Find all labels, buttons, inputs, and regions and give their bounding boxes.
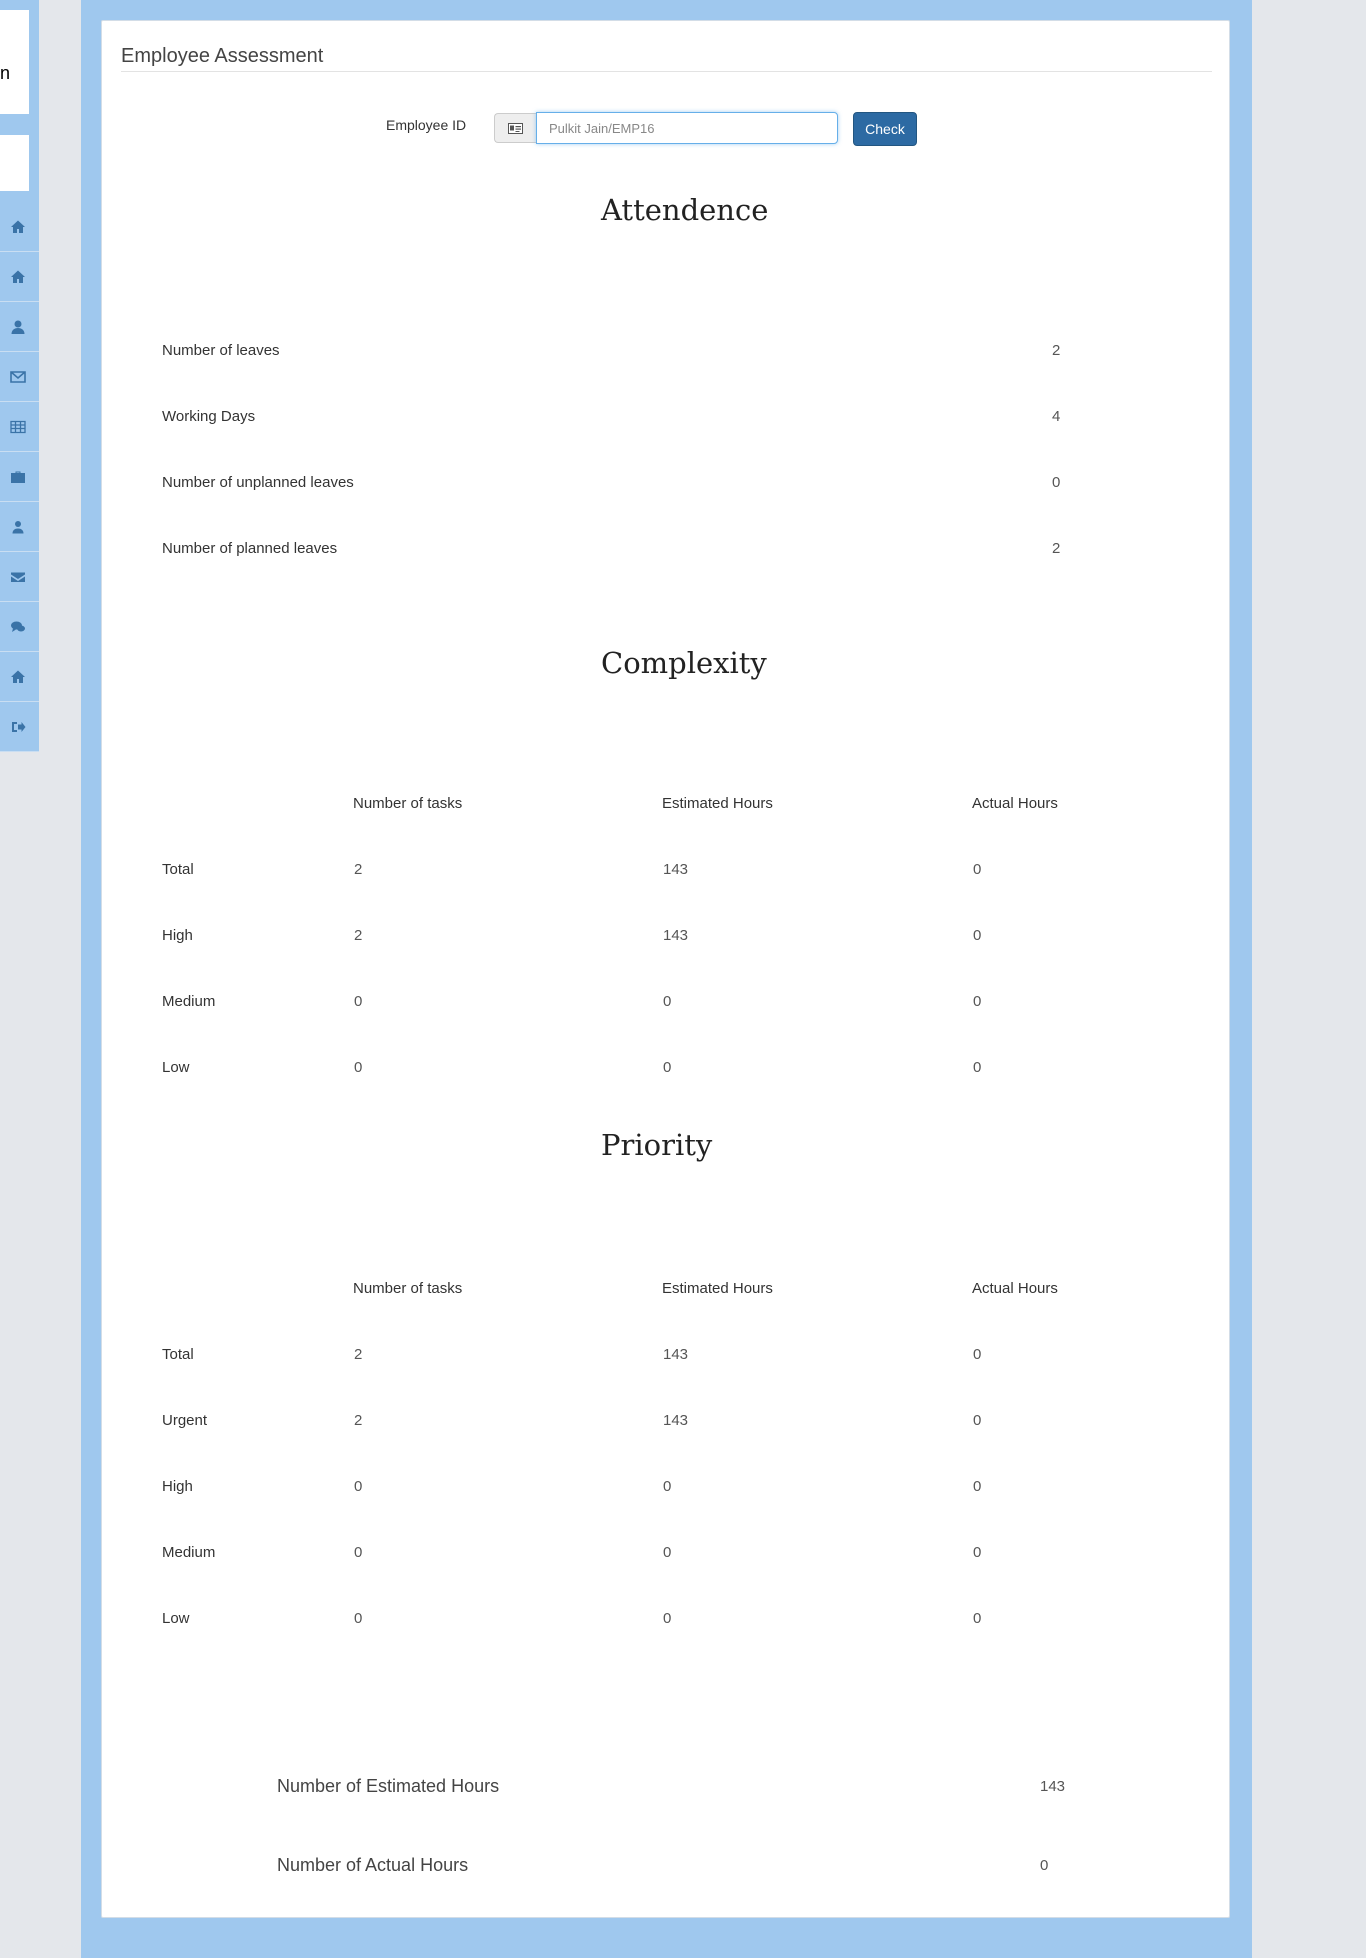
user-icon: [10, 319, 26, 335]
complexity-cell-actual: 0: [973, 861, 982, 878]
sidebar-item-envelope-2[interactable]: [0, 552, 39, 602]
id-card-addon: [494, 113, 536, 143]
home-icon: [10, 219, 26, 235]
priority-cell-tasks: 0: [354, 1610, 363, 1627]
priority-cell-tasks: 0: [354, 1544, 363, 1561]
home-icon: [10, 269, 26, 285]
sidebar-nav: [0, 202, 39, 752]
attendance-row-value: 4: [1052, 408, 1061, 425]
attendance-row-value: 2: [1052, 342, 1061, 359]
table-icon: [10, 419, 26, 435]
priority-cell-estimated: 0: [663, 1610, 672, 1627]
priority-cell-estimated: 143: [663, 1346, 689, 1363]
complexity-cell-estimated: 0: [663, 993, 672, 1010]
attendance-row-label: Working Days: [162, 408, 256, 425]
summary-row-label: Number of Estimated Hours: [277, 1776, 500, 1796]
sidebar-item-user-2[interactable]: [0, 502, 39, 552]
attendance-row-label: Number of leaves: [162, 342, 280, 359]
sidebar-header: [0, 0, 39, 124]
sidebar-item-briefcase[interactable]: [0, 452, 39, 502]
priority-cell-estimated: 143: [663, 1412, 689, 1429]
sidebar-item-home-2[interactable]: [0, 252, 39, 302]
complexity-cell-estimated: 0: [663, 1059, 672, 1076]
priority-title: Priority: [601, 1128, 713, 1162]
attendance-row-value: 0: [1052, 474, 1061, 491]
complexity-cell-actual: 0: [973, 1059, 982, 1076]
briefcase-icon: [10, 469, 26, 485]
complexity-cell-tasks: 0: [354, 993, 363, 1010]
complexity-column-header: Number of tasks: [353, 795, 463, 812]
employee-id-label: Employee ID: [386, 117, 467, 133]
complexity-cell-estimated: 143: [663, 861, 689, 878]
priority-cell-estimated: 0: [663, 1478, 672, 1495]
envelope-icon: [10, 369, 26, 385]
complexity-row-label: Low: [162, 1059, 190, 1076]
sidebar-search-box[interactable]: [0, 135, 29, 191]
priority-cell-tasks: 2: [354, 1346, 363, 1363]
complexity-cell-tasks: 2: [354, 927, 363, 944]
priority-cell-actual: 0: [973, 1478, 982, 1495]
summary-row-value: 143: [1040, 1778, 1066, 1795]
attendance-title: Attendence: [601, 193, 769, 227]
sidebar-item-sign-out[interactable]: [0, 702, 39, 752]
complexity-cell-actual: 0: [973, 927, 982, 944]
priority-cell-actual: 0: [973, 1346, 982, 1363]
complexity-row-label: Total: [162, 861, 194, 878]
user-icon: [10, 519, 26, 535]
complexity-row-label: Medium: [162, 993, 216, 1010]
sidebar-item-user-1[interactable]: [0, 302, 39, 352]
panel-title: Employee Assessment: [121, 41, 1212, 72]
id-card-icon: [508, 123, 523, 134]
sidebar-item-home-1[interactable]: [0, 202, 39, 252]
sidebar-item-comments[interactable]: [0, 602, 39, 652]
sidebar-item-table[interactable]: [0, 402, 39, 452]
employee-id-input[interactable]: [536, 112, 838, 144]
priority-cell-tasks: 2: [354, 1412, 363, 1429]
check-button[interactable]: Check: [853, 112, 917, 146]
priority-cell-estimated: 0: [663, 1544, 672, 1561]
complexity-title: Complexity: [601, 646, 767, 680]
complexity-cell-tasks: 0: [354, 1059, 363, 1076]
priority-cell-actual: 0: [973, 1412, 982, 1429]
complexity-row-label: High: [162, 927, 193, 944]
complexity-column-header: Actual Hours: [972, 795, 1058, 812]
sidebar-brand-box: [0, 10, 29, 114]
complexity-cell-actual: 0: [973, 993, 982, 1010]
attendance-row-label: Number of planned leaves: [162, 540, 338, 557]
priority-cell-tasks: 0: [354, 1478, 363, 1495]
main-frame: [81, 0, 1252, 1958]
priority-cell-actual: 0: [973, 1610, 982, 1627]
priority-column-header: Actual Hours: [972, 1280, 1058, 1297]
sidebar-item-home-3[interactable]: [0, 652, 39, 702]
summary-row-label: Number of Actual Hours: [277, 1855, 469, 1875]
sidebar-item-envelope-1[interactable]: [0, 352, 39, 402]
sidebar-search-area: [0, 124, 39, 202]
priority-row-label: Low: [162, 1610, 190, 1627]
priority-row-label: Total: [162, 1346, 194, 1363]
priority-cell-actual: 0: [973, 1544, 982, 1561]
priority-row-label: Urgent: [162, 1412, 208, 1429]
sidebar-brand-text: n: [0, 63, 11, 83]
sign-out-icon: [10, 719, 26, 735]
home-icon: [10, 669, 26, 685]
envelope-icon: [10, 569, 26, 585]
priority-column-header: Estimated Hours: [662, 1280, 773, 1297]
attendance-row-label: Number of unplanned leaves: [162, 474, 354, 491]
complexity-cell-estimated: 143: [663, 927, 689, 944]
comments-icon: [10, 619, 26, 635]
complexity-cell-tasks: 2: [354, 861, 363, 878]
assessment-panel: [101, 20, 1230, 1918]
complexity-column-header: Estimated Hours: [662, 795, 773, 812]
attendance-row-value: 2: [1052, 540, 1061, 557]
summary-row-value: 0: [1040, 1857, 1049, 1874]
priority-column-header: Number of tasks: [353, 1280, 463, 1297]
priority-row-label: High: [162, 1478, 193, 1495]
priority-row-label: Medium: [162, 1544, 216, 1561]
